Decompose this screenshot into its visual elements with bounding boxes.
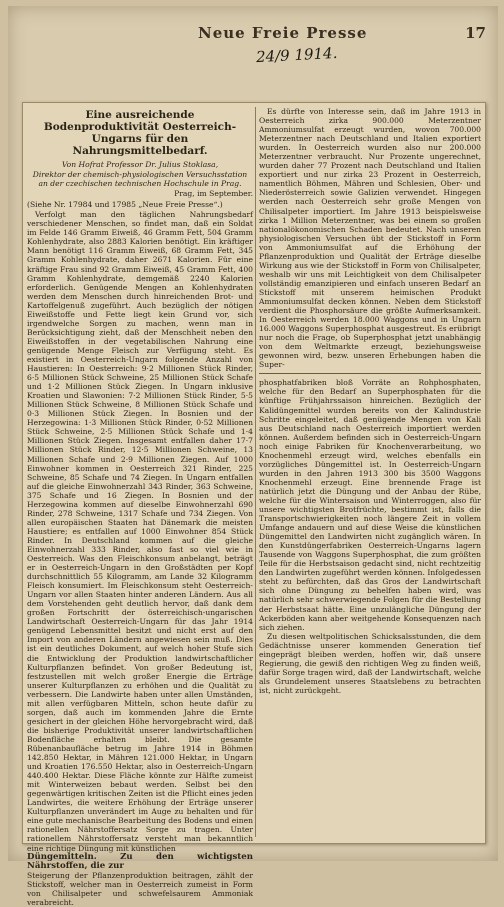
page-number: 17 xyxy=(465,24,486,42)
article-dateline: Prag, im September. xyxy=(174,189,253,199)
author-affiliation: Direktor der chemisch-physiologischen Versuchsstation an der czechischen technischen Hochschule in Prag. xyxy=(32,170,248,189)
newspaper-clipping xyxy=(22,102,486,907)
article-headline: Eine ausreichende Bodenproduktivität Oesterreich-Ungarns für den Nahrungsmittelbedarf. xyxy=(43,109,237,157)
section-rule xyxy=(259,373,481,374)
reference-note: (Siehe Nr. 17984 und 17985 „Neue Freie Presse“.) xyxy=(27,200,223,210)
article-column-right xyxy=(259,107,481,841)
newspaper-title: Neue Freie Presse xyxy=(198,24,368,42)
masthead xyxy=(8,24,498,48)
handwritten-date: 24/9 1914. xyxy=(255,43,338,67)
body-paragraph: phosphatfabriken bloß Vorräte an Rohphosphaten, welche für den Bedarf an Superphosphaten für die künftige Frühjahrssaison hinreichen. Bezüglich der Kalidüngemittel wurden bereits von der Kalindustrie Schritte eingeleitet, daß genügende Mengen von Kali aus Deutschland nach Oesterreich importiert werden können. Außerdem befinden sich in Oesterreich-Ungarn noch einige Fabriken für Knochenverarbeitung, wo Knochenmehl erzeugt wird, welches ebenfalls ein vorzügliches Düngemittel ist. In Oesterreich-Ungarn wurden in den Jahren 1913 300 bis 3500 Waggons Knochenmehl erzeugt. Eine brennende Frage ist natürlich jetzt die Düngung und der Anbau der Rübe, welche für die Wintersaison und Winterroggen, also für unsere wichtigsten Brotfrüchte, bestimmt ist, falls die Transportschwierigkeiten noch längere Zeit in vollem Umfange andauern und auf diese Weise die künstlichen Düngemittel den Landwirten nicht zugänglich wären. In den Kunstdüngerfabriken Oesterreich-Ungarns lagern Tausende von Waggons Superphosphat, die zum größten Teile für die Herbstsaison gedacht sind, nicht rechtzeitig den Landwirten zugeführt werden können. Infolgedessen steht zu befürchten, daß das Gros der Landwirtschaft sich ohne Düngung zu behelfen haben wird, was natürlich sehr schwerwiegende Folgen für die Bestellung der Herbstsaat hätte. Eine unzulängliche Düngung der Ackerböden kann aber weitgehende Konsequenzen nach sich ziehen. xyxy=(259,378,481,632)
body-paragraph: Steigerung der Pflanzenproduktion beitragen, zählt der Stickstoff, welcher man in Oesterreich zumeist in Form von Chilisalpeter und schwefelsaurem Ammoniak verabreicht. xyxy=(27,870,253,907)
body-paragraph: Verfolgt man den täglichen Nahrungsbedarf verschiedener Menschen, so findet man, daß ein Soldat im Felde 146 Gramm Eiweiß, 46 Gramm Fett, 504 Gramm Kohlenhydrate, also 2883 Kalorien benötigt. Ein kräftiger Mann benötigt 116 Gramm Eiweiß, 68 Gramm Fett, 345 Gramm Kohlenhydrate, daher 2671 Kalorien. Für eine kräftige Frau sind 92 Gramm Eiweiß, 45 Gramm Fett, 400 Gramm Kohlenhydrate, demgemäß 2240 Kalorien erforderlich. Genügende Mengen an Kohlenhydraten werden dem Menschen durch hinreichenden Brot- und Kartoffelgenuß zugeführt. Auch bezüglich der nötigen Eiweißstoffe und Fette liegt kein Grund vor, sich irgendwelche Sorgen zu machen, wenn man in Berücksichtigung zieht, daß der Menschheit neben den Eiweißstoffen in der vegetabilischen Nahrung eine genügende Menge Fleisch zur Verfügung steht. Es existiert in Oesterreich-Ungarn folgende Anzahl von Haustieren: In Oesterreich: 9·2 Millionen Stück Rinder, 6·5 Millionen Stück Schweine, 25 Millionen Stück Schafe und 1·2 Millionen Stück Ziegen. In Ungarn inklusive Kroatien und Slawonien: 7·2 Millionen Stück Rinder, 5·5 Millionen Stück Schweine, 8 Millionen Stück Schafe und 0·3 Millionen Stück Ziegen. In Bosnien und der Herzegowina: 1·3 Millionen Stück Rinder, 0·52 Millionen Stück Schweine, 2·5 Millionen Stück Schafe und 1·4 Millionen Stück Ziegen. Insgesamt entfallen daher 17·7 Millionen Stück Rinder, 12·5 Millionen Schweine, 13 Millionen Schafe und 2·9 Millionen Ziegen. Auf 1000 Einwohner kommen in Oesterreich 321 Rinder, 225 Schweine, 85 Schafe und 74 Ziegen. In Ungarn entfallen auf die gleiche Einwohnerzahl 343 Rinder, 363 Schweine, 375 Schafe und 16 Ziegen. In Bosnien und der Herzegowina kommen auf dieselbe Einwohnerzahl 690 Rinder, 278 Schweine, 1317 Schafe und 734 Ziegen. Von allen europäischen Staaten hat Dänemark die meisten Haustiere; es entfallen auf 1000 Einwohner 854 Stück Rinder. In Deutschland kommen auf die gleiche Einwohnerzahl 333 Rinder, also fast so viel wie in Oesterreich. Was den Fleischkonsum anbelangt, beträgt er in Oesterreich-Ungarn in den Großstädten per Kopf durchschnittlich 55 Kilogramm, am Lande 32 Kilogramm Fleisch konsumiert. Im Fleischkonsum steht Oesterreich-Ungarn vor allen Staaten hinter anderen Ländern. Aus all dem Vorstehenden geht deutlich hervor, daß dank dem großen Fortschritt der österreichisch-ungarischen Landwirtschaft Oesterreich-Ungarn für das Jahr 1914 genügend Lebensmittel besitzt und nicht erst auf den Import von anderen Ländern angewiesen sein muß. Dies ist ein deutliches Dokument, auf welch hoher Stufe sich die Entwicklung der Produktion landwirtschaftlicher Kulturpflanzen befindet. Von großer Bedeutung ist, festzustellen mit welch großer Energie die Erträge unserer Kulturpflanzen zu erhöhen und die Qualität zu verbessern. Die Landwirte haben unter allen Umständen, mit allen verfügbaren Mitteln, schon heute dafür zu sorgen, daß auch im kommenden Jahre die Ernte gesichert in der gleichen Höhe hervorgebracht wird, daß die bisherige Produktivität unserer landwirtschaftlichen Bodenfläche erhalten bleibt. Die gesamte Rübenanbaufläche betrug im Jahre 1914 in Böhmen 142.850 Hektar, in Mähren 121.000 Hektar, in Ungarn und Kroatien 176.550 Hektar, also in Oesterreich-Ungarn 440.400 Hektar. Diese Fläche könnte zur Hälfte zumeist mit Winterweizen bebaut werden. Selbst bei den gegenwärtigen kritischen Zeiten ist die Pflicht eines jeden Landwirtes, die weitere Erhöhung der Erträge unserer Kulturpflanzen unverändert im Auge zu behalten und für eine gute mechanische Bearbeitung des Bodens und einen rationellen Nährstoffersatz Sorge zu tragen. Unter rationellem Nährstoffersatz versteht man bekanntlich eine richtige Düngung mit künstlichen xyxy=(27,210,253,853)
scrapbook-page xyxy=(8,6,498,907)
body-paragraph: Es dürfte von Interesse sein, daß im Jahre 1913 in Oesterreich zirka 900.000 Meterzentner Ammoniumsulfat erzeugt wurden, wovon 700.000 Meterzentner nach Deutschland und Italien exportiert wurden. In Oesterreich wurden also nur 200.000 Meterzentner verbraucht. Nur Prozente ungerechnet, wurden daher 77 Prozent nach Deutschland und Italien exportiert und nur zirka 23 Prozent in Oesterreich, namentlich Böhmen, Mähren und Schlesien, Ober- und Niederösterreich sowie Galizien verwendet. Hingegen werden nach Oesterreich sehr große Mengen von Chilisalpeter importiert. Im Jahre 1913 beispielsweise zirka 1 Million Meterzentner, was bei einem so großen nationalökonomischen Schaden bedeutet. Nach unseren physiologischen Versuchen übt der Stickstoff in Form von Ammoniumsulfat auf die Erhöhung der Pflanzenproduktion und Qualität der Erträge dieselbe Wirkung aus wie der Stickstoff in Form von Chilisalpeter, weshalb wir uns mit Leichtigkeit von dem Chilisalpeter vollständig emanzipieren und einfach unseren Bedarf an Stickstoff mit unserem heimischen Produkt Ammoniumsulfat decken können. Neben dem Stickstoff verdient die Phosphorsäure die größte Aufmerksamkeit. In Oesterreich werden 18.000 Waggons und in Ungarn 16.000 Waggons Superphosphat ausgestreut. Es erübrigt nur noch die Frage, ob Superphosphat jetzt unabhängig von dem Weltmarkte erzeugt, beziehungsweise gewonnen wird, bezw. unseren Erhebungen haben die Super- xyxy=(259,107,481,370)
article-column-left xyxy=(27,107,253,907)
article-byline: Von Hofrat Professor Dr. Julius Stoklasa, xyxy=(61,160,219,169)
body-paragraph: Zu diesen weltpolitischen Schicksalsstunden, die dem Gedächtnisse unserer kommenden Generation tief eingeprägt bleiben werden, hoffen wir, daß unsere Regierung, die gewiß den richtigen Weg zu finden weiß, dafür Sorge tragen wird, daß der Landwirtschaft, welche als Grundelement unseres Staatslebens zu betrachten ist, nicht zurückgeht. xyxy=(259,631,481,695)
column-divider xyxy=(255,107,256,837)
emphasized-line: Düngemitteln. Zu den wichtigsten Nährstoffen, die zur xyxy=(27,851,253,871)
